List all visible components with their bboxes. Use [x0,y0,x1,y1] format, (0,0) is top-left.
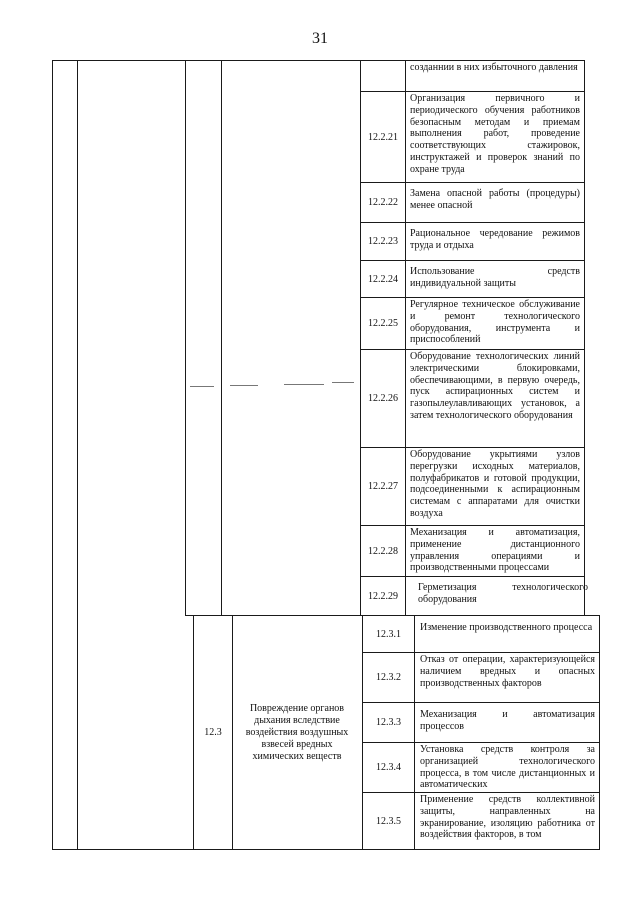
measure-code: 12.3.3 [376,717,401,728]
table-border-right-g3 [599,615,600,850]
measure-code: 12.2.28 [368,545,398,557]
measure-text: Замена опасной работы (процедуры) менее опасной [410,188,580,211]
measure-text: Рациональное чередование режимов труда и отдыха [410,228,580,251]
table-border-left [52,60,53,850]
scan-mark [332,382,354,383]
column-divider-2 [185,60,186,616]
measure-code: 12.2.26 [368,393,398,404]
column-divider-1 [77,60,78,850]
scan-mark [230,385,258,386]
measure-text: Применение средств коллективной защиты, направленных на экранирование, изоляцию работника от воздействия факторов, в том [420,794,595,841]
measure-code [361,61,405,91]
measure-code: 12.2.25 [368,318,398,329]
measure-code: 12.2.29 [368,590,398,602]
scan-mark [190,386,214,387]
measure-code: 12.3.4 [376,762,401,773]
measure-text: Герметизация технологического оборудования [418,582,588,605]
table-border-bottom [52,849,600,850]
measure-text: Оборудование технологических линий электрическими блокировками, обеспечивающими, в первую очередь, пуск аспирационных систем и газопылеулавливающих установок, а затем технологического оборудования [410,351,580,421]
measure-code: 12.2.21 [368,131,398,143]
column-divider-g3-b [232,615,233,850]
measure-code: 12.3.5 [376,815,401,827]
measure-text: Регулярное техническое обслуживание и ремонт технологического оборудования, инструмента и приспособлений [410,299,580,346]
measure-code: 12.2.27 [368,481,398,492]
page-number: 31 [312,30,328,47]
measure-code: 12.2.22 [368,197,398,208]
measure-code: 12.3.1 [376,628,401,640]
measure-text: созданнии в них избыточного давления [410,62,578,73]
measure-text: Изменение производственного процесса [420,622,593,633]
scan-mark [284,384,324,385]
measure-code: 12.2.24 [368,273,398,285]
column-divider-5 [405,60,406,616]
measure-text: Организация первичного и периодического обучения работников безопасным методам и приемам выполнения работ, проведение соответствующих стажировок, инструктажей и проверок знаний по охране труда [410,93,580,175]
measure-text: Механизация и автоматизация, применение дистанционного управления операциями и производственными процессами [410,527,580,574]
table-border-top [52,60,584,61]
table-border-right [584,60,585,616]
measure-text: Отказ от операции, характеризующейся наличием вредных и опасных производственных факторов [420,654,595,689]
column-divider-3 [221,60,222,616]
measure-text: Механизация и автоматизация процессов [420,709,595,732]
measure-text: Использование средств индивидуальной защиты [410,266,580,289]
hazard-code: 12.3 [204,727,222,738]
measure-text: Оборудование укрытиями узлов перегрузки исходных материалов, полуфабрикатов и готовой продукции, подсоединенными к аспирационным системам с аппаратами для очистки воздуха [410,449,580,519]
measure-code: 12.2.23 [368,236,398,247]
column-divider-g3-d [414,615,415,850]
hazard-description: Повреждение органов дыхания вследствие воздействия воздушных взвесей вредных химических веществ [245,702,349,762]
measure-code: 12.3.2 [376,672,401,683]
measure-text: Установка средств контроля за организацией технологического процесса, в том числе дистанционных и автоматических [420,744,595,791]
